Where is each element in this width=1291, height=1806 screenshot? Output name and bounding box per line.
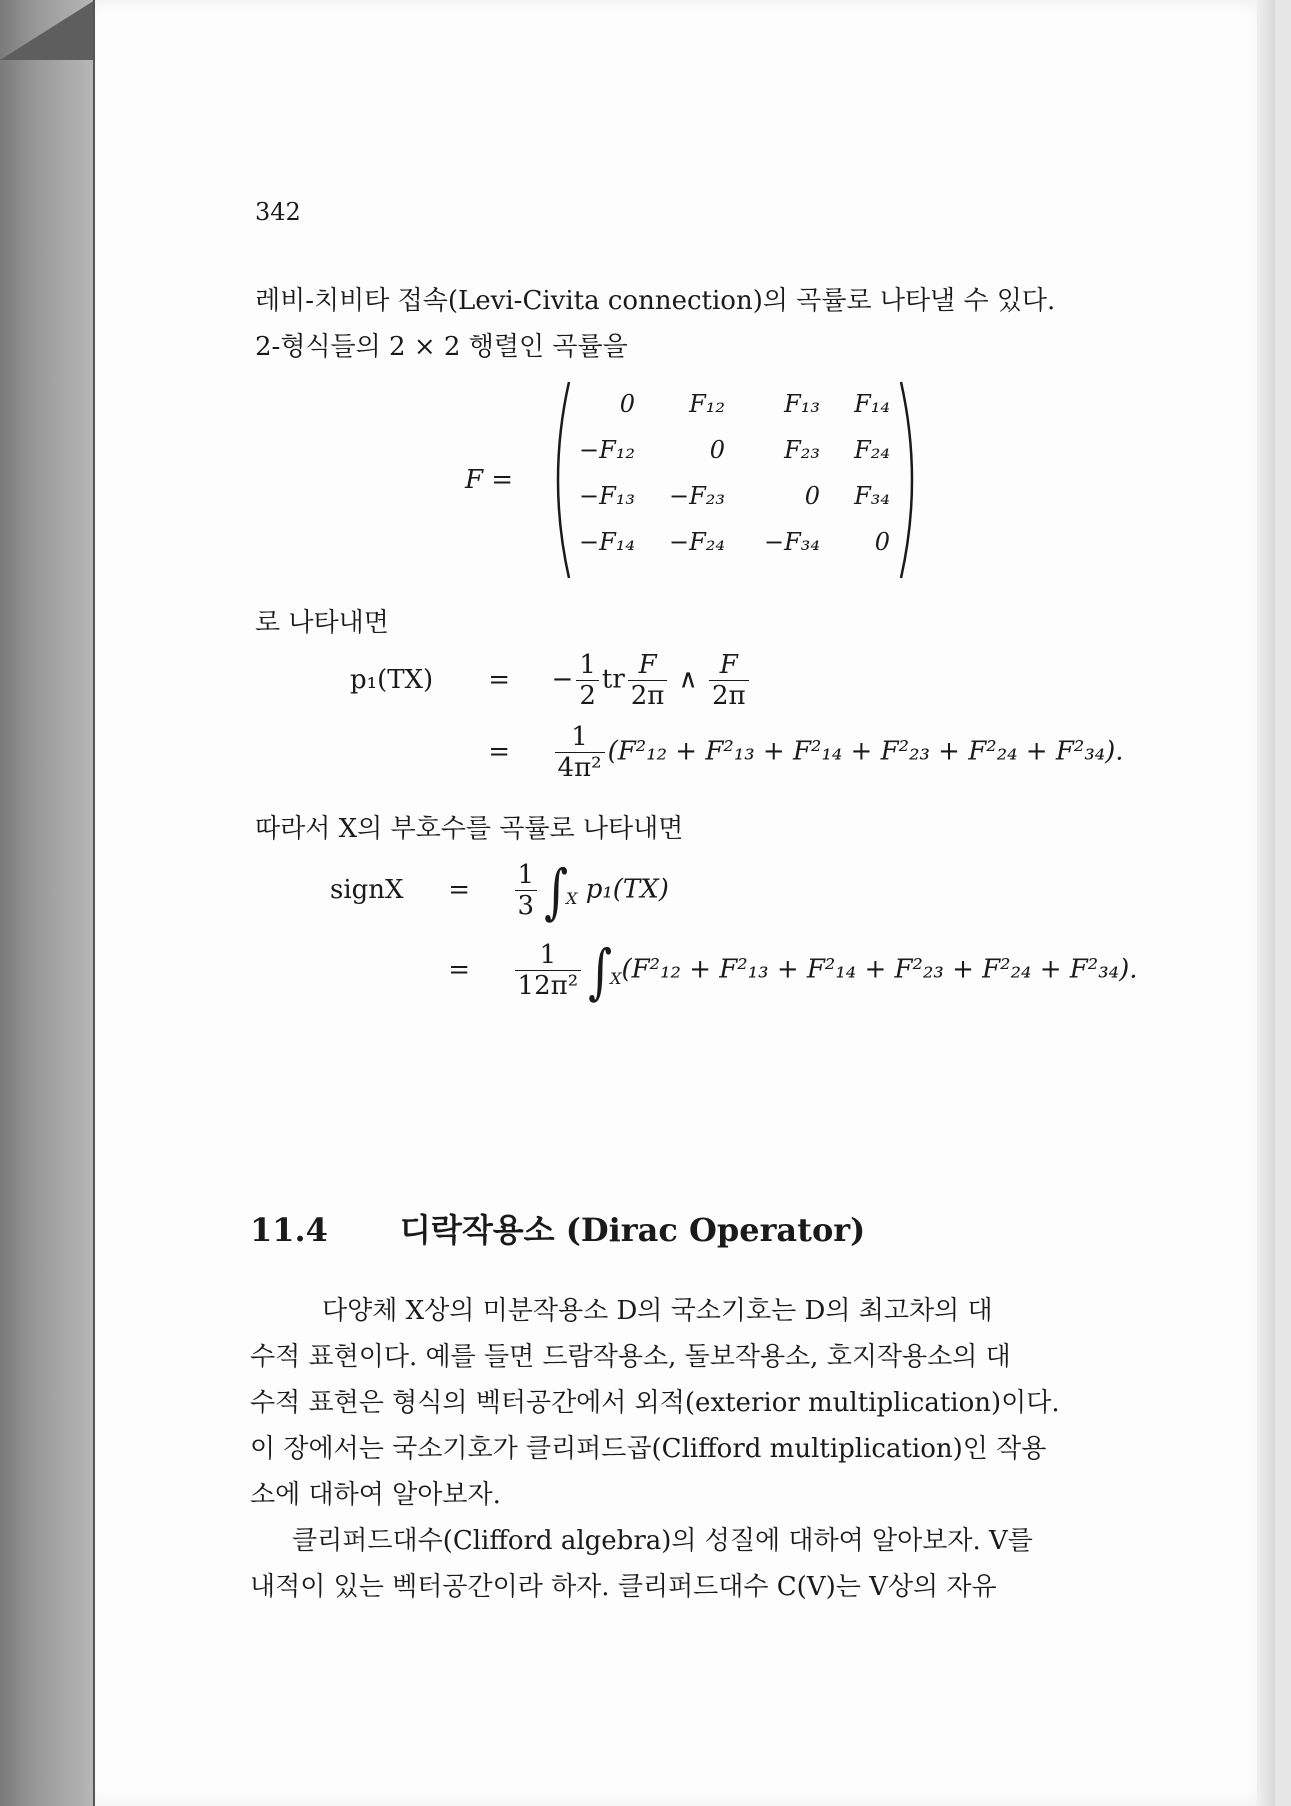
p1-eq-2: = bbox=[488, 736, 511, 767]
signature-intro: 따라서 X의 부호수를 곡률로 나타내면 bbox=[255, 814, 684, 844]
matrix-cell: −F₁₂ bbox=[578, 436, 635, 464]
paragraph-2 bbox=[250, 1518, 1150, 1610]
sign-twelfth-fraction: $\frac{1}{\text{12π²}}$ bbox=[515, 940, 582, 1001]
p1-half-fraction: $\frac{1}{2}$ bbox=[576, 650, 599, 711]
after-matrix-text: 로 나타내면 bbox=[255, 608, 389, 638]
sign-body-2: (F²₁₂ + F²₁₃ + F²₁₄ + F²₂₃ + F²₂₄ + F²₃₄). bbox=[621, 954, 1138, 985]
paragraph-line: 수적 표현은 형식의 벡터공간에서 외적(exterior multiplication)이다. bbox=[250, 1388, 1060, 1418]
section-number: 11.4 bbox=[250, 1211, 328, 1249]
page-number: 342 bbox=[255, 198, 301, 226]
paragraph-line: 소에 대하여 알아보자. bbox=[250, 1480, 501, 1510]
sign-body-1: p₁(TX) bbox=[585, 874, 669, 905]
sign-eq: = bbox=[448, 874, 471, 905]
p1-equation-line-1 bbox=[350, 650, 752, 711]
curvature-matrix bbox=[545, 380, 925, 580]
sign-eq-2: = bbox=[448, 954, 471, 985]
intro-line-1: 레비-치비타 접속(Levi-Civita connection)의 곡률로 나타낼 수 있다. bbox=[255, 286, 1056, 316]
paragraph-line: 클리퍼드대수(Clifford algebra)의 성질에 대하여 알아보자. V를 bbox=[292, 1526, 1033, 1556]
p1-lhs: p₁(TX) bbox=[350, 664, 434, 695]
matrix-cell: 0 bbox=[709, 436, 725, 464]
p1-tr: tr bbox=[601, 664, 625, 695]
p1-wedge: ∧ bbox=[678, 664, 698, 695]
matrix-cell: −F₃₄ bbox=[763, 528, 820, 556]
p1-minus: − bbox=[551, 664, 574, 695]
page-edge bbox=[1257, 0, 1275, 1806]
matrix-cell: F₂₃ bbox=[784, 436, 820, 464]
integral-domain-2: X bbox=[610, 968, 622, 988]
paragraph-1 bbox=[250, 1288, 1150, 1518]
p1-f-fraction-2: $\frac{F}{2\pi}$ bbox=[709, 650, 749, 711]
integral-sign: ∫ bbox=[544, 855, 569, 926]
matrix-cell: F₁₄ bbox=[854, 390, 890, 418]
p1-f-fraction: $\frac{F}{2\pi}$ bbox=[628, 650, 668, 711]
integral-domain: X bbox=[566, 888, 578, 908]
matrix-cell: 0 bbox=[619, 390, 635, 418]
intro-line-2: 2-형식들의 2 × 2 행렬인 곡률을 bbox=[255, 332, 628, 362]
matrix-cell: −F₁₃ bbox=[578, 482, 635, 510]
matrix-cell: −F₂₃ bbox=[668, 482, 725, 510]
paragraph-line: 다양체 X상의 미분작용소 D의 국소기호는 D의 최고차의 대 bbox=[322, 1296, 993, 1326]
sign-equation-line-2 bbox=[330, 935, 1138, 1006]
paragraph-line: 이 장에서는 국소기호가 클리퍼드곱(Clifford multiplication)인 작용 bbox=[250, 1434, 1047, 1464]
matrix-lhs: F = bbox=[465, 465, 514, 495]
p1-sum: (F²₁₂ + F²₁₃ + F²₁₄ + F²₂₃ + F²₂₄ + F²₃₄). bbox=[607, 736, 1124, 767]
matrix-cell: 0 bbox=[804, 482, 820, 510]
matrix-cell: F₂₄ bbox=[854, 436, 890, 464]
matrix-cell: −F₂₄ bbox=[668, 528, 725, 556]
section-heading bbox=[250, 1205, 865, 1251]
paragraph-line: 내적이 있는 벡터공간이라 하자. 클리퍼드대수 C(V)는 V상의 자유 bbox=[250, 1572, 997, 1602]
matrix-cell: −F₁₄ bbox=[578, 528, 635, 556]
sign-third-fraction: $\frac{1}{3}$ bbox=[515, 860, 538, 921]
matrix-cell: 0 bbox=[874, 528, 890, 556]
sign-equation-line-1 bbox=[330, 855, 669, 926]
right-paren bbox=[897, 380, 925, 580]
book-spine bbox=[0, 0, 95, 1806]
p1-equation-line-2 bbox=[350, 722, 1124, 783]
section-title-text: 디락작용소 (Dirac Operator) bbox=[400, 1211, 866, 1249]
paragraph-line: 수적 표현이다. 예를 들면 드람작용소, 돌보작용소, 호지작용소의 대 bbox=[250, 1342, 1011, 1372]
p1-quarter-fraction: $\frac{1}{\text{4π²}}$ bbox=[555, 722, 605, 783]
sign-lhs: signX bbox=[330, 874, 404, 905]
p1-eq: = bbox=[488, 664, 511, 695]
matrix-cell: F₃₄ bbox=[854, 482, 890, 510]
matrix-cell: F₁₃ bbox=[784, 390, 820, 418]
integral-sign-2: ∫ bbox=[588, 935, 613, 1006]
matrix-cell: F₁₂ bbox=[689, 390, 725, 418]
